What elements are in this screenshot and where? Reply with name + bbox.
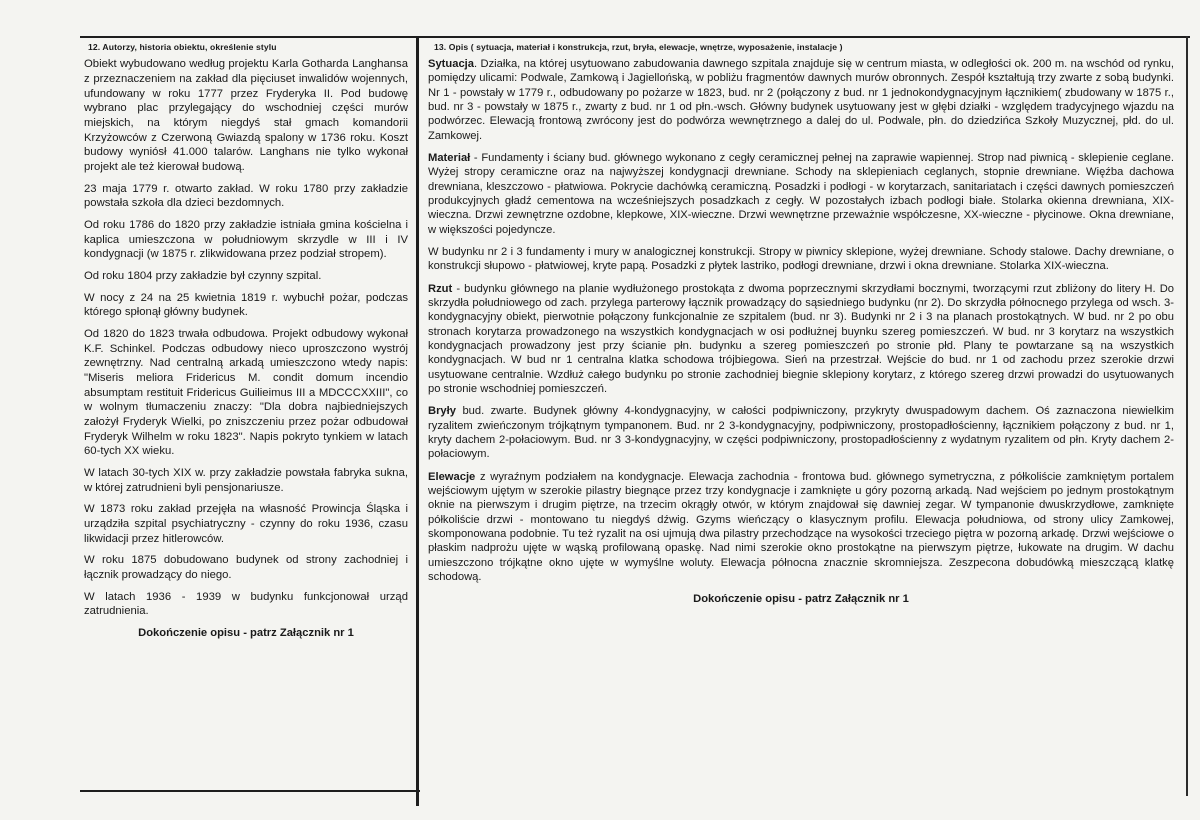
history-paragraph: Od 1820 do 1823 trwała odbudowa. Projekt odbudowy wykonał K.F. Schinkel. Podczas odbudowy nieco uproszczono wystrój zewnętrzny. Nad centralną arkadą umieszczono wtedy napis: "Miseris meliora Fridericus M. condit domum incendio absumptam restituit Fridericus Guilieimus III a MDCCCXXIII", co w wolnym tłumaczeniu znaczy: "Dla dobra najbiedniejszych założył Fryderyk Wielki, po zniszczeniu przez pożar odbudował Fryderyk Wilhelm w roku 1823". Napis pokryto tynkiem w latach 60-tych XX wieku. (84, 327, 408, 458)
paragraph-text: z wyraźnym podziałem na kondygnacje. Elewacja zachodnia - frontowa bud. głównego symetryczna, z półkoliście zamkniętym portalem wejściowym ujętym w szerokie pilastry biegnące przez trzy kondygnacje i zamknięte u góry pozorną arkadą. Nad wejściem po jednym prostokątnym oknie na pierwszym i drugim piętrze, na trzecim okrągły otwór, w którym znajdował się dawniej zegar. W tympanonie dwuskrzydłowe, zamknięte półkoliście drzwi - montowano tu niegdyś dźwig. Gzyms wieńczący o klasycznym profilu. Elewacja południowa, od strony ulicy Zamkowej, skomponowana podobnie. Tu też ryzalit na osi ujmują dwa pilastry przechodzące na wysokości trzeciego piętra w pozorną arkadę. Drzwi wejściowe o płaskim nadprożu ujęte w wąską profilowaną opaskę. Nad nimi szerokie okno prostokątne na pierwszym piętrze, łukowate na drugim. W dachu umieszczono trójkątne okno ujęte w wymyślne woluty. Elewacja północna znacznie skromniejsza. Zeszpecona dobudówką mieszczącą klatkę schodową. (428, 470, 1174, 583)
history-paragraph: Obiekt wybudowano według projektu Karla Gotharda Langhansa z przeznaczeniem na zakład dla pięciuset inwalidów wojennych, ufundowany w roku 1777 przez Fryderyka II. Pod budowę wybrano plac przylegający do wschodniej części murów miejskich, na którym niegdyś stał gmach komandorii Krzyżowców z Czerwoną Gwiazdą spalony w 1736 roku. Koszt budowy wyniósł 41.000 talarów. Langhans nie tylko wykonał projekt ale też kierował budową. (84, 58, 408, 173)
paragraph-lead: Rzut (428, 282, 453, 295)
left-continuation-note: Dokończenie opisu - patrz Załącznik nr 1 (138, 627, 354, 640)
description-paragraph-material (428, 151, 1174, 237)
paragraph-lead: Materiał (428, 151, 471, 164)
description-paragraph-rzut (428, 282, 1174, 397)
paragraph-text: bud. zwarte. Budynek główny 4-kondygnacyjny, w całości podpiwniczony, przykryty dwuspadowym dachem. Oś zaznaczona niewielkim ryzalitem zwieńczonym trójkątnym tympanonem. Bud. nr 2 3-kondygnacyjny, podpiwniczony, prostopadłościenny, łącznikiem połączony z bud. nr 1, kryty dachem 2-połaciowym. Bud. nr 3 3-kondygnacyjny, w części podpiwniczony, prostopadłościenny z wydatnym ryzalitem od płn. Kryty dachem 2-połaciowym. (428, 405, 1174, 461)
history-paragraph: W latach 1936 - 1939 w budynku funkcjonował urząd zatrudnienia. (84, 590, 408, 618)
paragraph-lead: Bryły (428, 405, 456, 418)
description-paragraph-bryly (428, 404, 1174, 461)
history-paragraph: W roku 1875 dobudowano budynek od strony zachodniej i łącznik prowadzący do niego. (84, 554, 408, 581)
description-paragraph-buildings-2-3 (428, 245, 1174, 274)
paragraph-text: W budynku nr 2 i 3 fundamenty i mury w analogicznej konstrukcji. Stropy w piwnicy sklepione, wyżej drewniane. Schody stalowe. Dachy drewniane, o konstrukcji słupowo - płatwiowej, kryte papą. Posadzki z płytek lastriko, podłogi drewniane, drzwi i okna drewniane. Stolarka XIX-wieczna. (428, 245, 1174, 273)
paragraph-text: - Fundamenty i ściany bud. głównego wykonano z cegły ceramicznej pełnej na zaprawie wapiennej. Strop nad piwnicą - sklepienie ceglane. Wyżej stropy ceramiczne oraz na najwyższej kondygnacji drewniane. Schody na sklepieniach ceglanych, stopnie drewniane. Więźba dachowa drewniana, kleszczowo - płatwiowa. Pokrycie dachówką ceramiczną. Posadzki i podłogi - w korytarzach, sanitariatach i części dawnych pomieszczeń produkcyjnych gładź cementowa na wcześniejszych posadzkach z cegły. W pozostałych izbach podłogi białe. Stolarka okienna drewniana, XIX-wieczna. Drzwi zewnętrzne ozdobne, klepkowe, XIX-wieczne. Drzwi wewnętrzne przeważnie współczesne, XX-wieczne - płycinowe. Okna drewniane, w większości pojedyncze. (428, 151, 1174, 236)
paragraph-text: - budynku głównego na planie wydłużonego prostokąta z dwoma poprzecznymi skrzydłami bocznymi, tworzącymi rzut zbliżony do litery H. Do skrzydła południowego od zach. przylega parterowy łącznik prowadzący do sąsiedniego budynku (nr 2). Do skrzydła północnego przylega od wsch. 3-kondygnacyjny obiekt, pierwotnie połączony funkcjonalnie ze szpitalem (bud. nr 3). Budynki nr 2 i 3 na planach prostokątnych. W bud. nr 2 po obu stronach korytarza prowadzonego na wszystkich kondygnacjach w osi podłużnej buynku szereg pomieszczeń. W bud. nr 3 korytarz na wszystkich kondygnacjach prowadzony jest przy ścianie płn. budynku a szereg pomieszczeń po stronie płd. Plany te powtarzane są na wszystkich kondygnacjach. W bud nr 1 centralna klatka schodowa trójbiegowa. Sień na przestrzał. Wejście do bud. nr 1 od zachodu przez szerokie drzwi usytuowane centralnie. Wzdłuż całego budynku po stronie zachodniej biegnie sklepiony korytarz, z którego szereg drzwi prowadzi do usytuowanych po stronie wschodniej pomieszczeń. (428, 282, 1174, 395)
history-paragraph: W 1873 roku zakład przejęła na własność Prowincja Śląska i urządziła szpital psychiatryczny - czynny do roku 1936, czasu likwidacji przez hitlerowców. (84, 503, 408, 545)
right-border (1186, 36, 1188, 796)
history-paragraph: Od roku 1804 przy zakładzie był czynny szpital. (84, 269, 322, 282)
paragraph-lead: Sytuacja (428, 58, 475, 70)
history-paragraph: W latach 30-tych XIX w. przy zakładzie powstała fabryka sukna, w której zatrudnieni byli pensjonariusze. (84, 466, 408, 494)
paragraph-text: . Działka, na której usytuowano zabudowania dawnego szpitala znajduje się w centrum miasta, w odległości ok. 200 m. na wschód od rynku, pomiędzy ulicami: Podwale, Zamkową i Jagiellońską, w pobliżu fragmentów dawnych murów obronnych. Zespół kształtują trzy zwarte z sobą budynki. Nr 1 - powstały w 1779 r., odbudowany po pożarze w 1823, bud. nr 2 (połączony z bud. nr 1 jednokondygnacyjnym łącznikiem( zbudowany w 1875 r., bud. nr 3 - powstały w 1875 r., zwarty z bud. nr 1 od płn.-wsch. Główny budynek usytuowany jest w głębi działki - względem tradycyjnego wjazdu na podwórzec. Elewacją frontową zwrócony jest do podwórza wewnętrznego a dalej do ul. Podwale, płn. do dziedzińca Szkoły Muzycznej, płd. do ul. Zamkowej. (428, 58, 1174, 142)
description-paragraph-elewacje (428, 470, 1174, 585)
left-column (84, 42, 408, 792)
section-12-heading: 12. Autorzy, historia obiektu, określenie stylu (88, 42, 277, 52)
right-continuation-note: Dokończenie opisu - patrz Załącznik nr 1 (693, 593, 909, 606)
right-column (428, 42, 1174, 792)
paragraph-lead: Elewacje (428, 470, 476, 483)
column-divider (416, 36, 419, 806)
history-paragraph: Od roku 1786 do 1820 przy zakładzie istniała gmina kościelna i kaplica umieszczona w południowym skrzydle w III i IV kondygnacji (w 1875 r. zlikwidowana przez podział stropem). (84, 218, 408, 261)
section-13-heading: 13. Opis ( sytuacja, materiał i konstrukcja, rzut, bryła, elewacje, wnętrze, wyposażenie, instalacje ) (434, 42, 843, 52)
history-paragraph: 23 maja 1779 r. otwarto zakład. W roku 1780 przy zakładzie powstała szkoła dla dzieci bezdomnych. (84, 182, 408, 210)
description-paragraph-sytuacja (428, 57, 1174, 143)
top-rule (80, 36, 1190, 38)
history-paragraph: W nocy z 24 na 25 kwietnia 1819 r. wybuchł pożar, podczas którego spłonął główny budynek. (84, 291, 408, 319)
